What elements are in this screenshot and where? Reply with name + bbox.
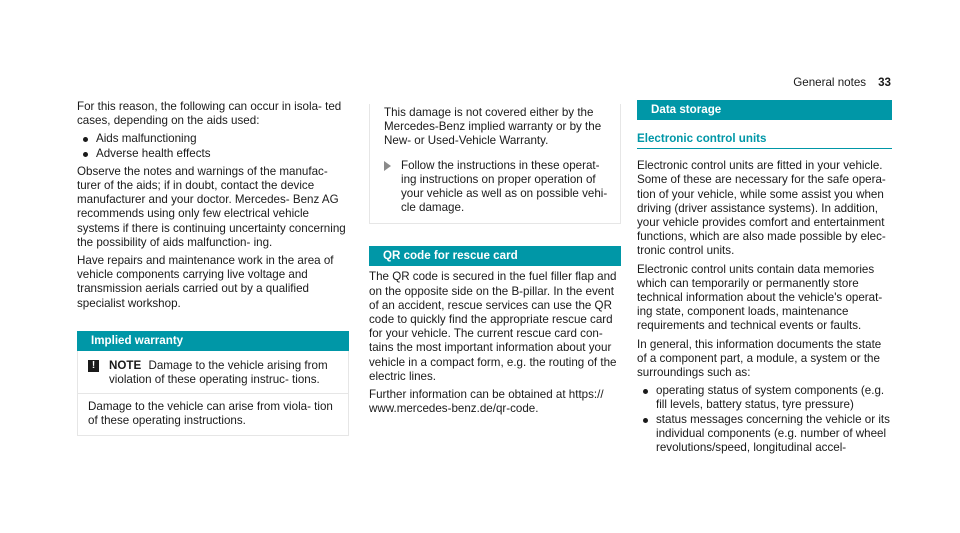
list-item: status messages concerning the vehicle or its individual components (e.g. number of wheel revolutions/speed, longitudinal accel- xyxy=(637,413,892,456)
page-header xyxy=(793,76,891,90)
list-item: Adverse health effects xyxy=(77,147,349,161)
note-box xyxy=(77,351,349,436)
ecu-paragraph-1: Electronic control units are fitted in your vehicle. Some of these are necessary for the safe opera- tion of your vehicle, while some assist you when driving (driver assistance systems). In addition, your vehicle provides comfort and entertainment functions, which are also made possible by elec- tronic control units. xyxy=(637,159,886,258)
list-item: operating status of system components (e.g. fill levels, battery status, tyre pressure) xyxy=(637,384,892,412)
note-label: NOTE xyxy=(109,358,142,372)
component-info-list xyxy=(637,384,892,455)
intro-paragraph: For this reason, the following can occur in isola- ted cases, depending on the aids used: xyxy=(77,100,342,128)
note-title: Damage to the vehicle arising from violation of these operating instruc- tions. xyxy=(109,358,328,387)
page-number: 33 xyxy=(878,76,891,89)
warranty-note-text: This damage is not covered either by the Mercedes-Benz implied warranty or by the New- or Used-Vehicle Warranty. xyxy=(384,106,602,148)
qr-code-heading: QR code for rescue card xyxy=(369,246,621,266)
repairs-paragraph: Have repairs and maintenance work in the area of vehicle components carrying live voltage and transmission aerials carried out by a qualified specialist workshop. xyxy=(77,254,334,310)
exclamation-square-icon: ! xyxy=(88,360,99,372)
electronic-control-units-subheading: Electronic control units xyxy=(637,132,892,149)
data-storage-heading: Data storage xyxy=(637,100,892,120)
page-header-title: General notes xyxy=(793,76,867,89)
column-middle xyxy=(369,104,621,420)
implied-warranty-heading: Implied warranty xyxy=(77,331,349,351)
instruction-step xyxy=(384,153,610,216)
ecu-paragraph-2: Electronic control units contain data memories which can temporarily or permanently store technical information about the vehicle's operat- ing state, component loads, maintenance requirements and technical events or faults. xyxy=(637,262,883,333)
qr-paragraph: The QR code is secured in the fuel filler flap and on the opposite side on the B-pillar. In the event of an accident, rescue services can use the QR code to quickly find the appropriate rescue card for your vehicle. The current rescue card con- tains the most important information about your vehicle in a compact form, e.g. the routing of the electric lines. xyxy=(369,270,617,383)
manufacturer-notes-paragraph: Observe the notes and warnings of the manufac- turer of the aids; if in doubt, contact the device manufacturer and your doctor. Mercedes- Benz AG recommends using only few electrical vehicle systems if there is continuing uncertainty concerning the possibility of aids malfunction- ing. xyxy=(77,164,346,249)
aids-effects-list xyxy=(77,132,349,160)
instruction-text: Follow the instructions in these operat- ing instructions on proper operation of your vehicle as well as on possible vehi- cle damage. xyxy=(401,158,608,215)
note-box-continued xyxy=(369,104,621,224)
triangle-right-icon xyxy=(384,161,391,171)
ecu-paragraph-3: In general, this information documents the state of a component part, a module, a system or the surroundings such as: xyxy=(637,337,882,380)
note-body: Damage to the vehicle can arise from viola- tion of these operating instructions. xyxy=(88,400,333,428)
qr-info-paragraph: Further information can be obtained at https:// www.mercedes-benz.de/qr-code. xyxy=(369,388,604,416)
note-header xyxy=(78,351,348,393)
column-left xyxy=(77,100,349,436)
column-right xyxy=(637,100,892,459)
list-item: Aids malfunctioning xyxy=(77,132,349,146)
